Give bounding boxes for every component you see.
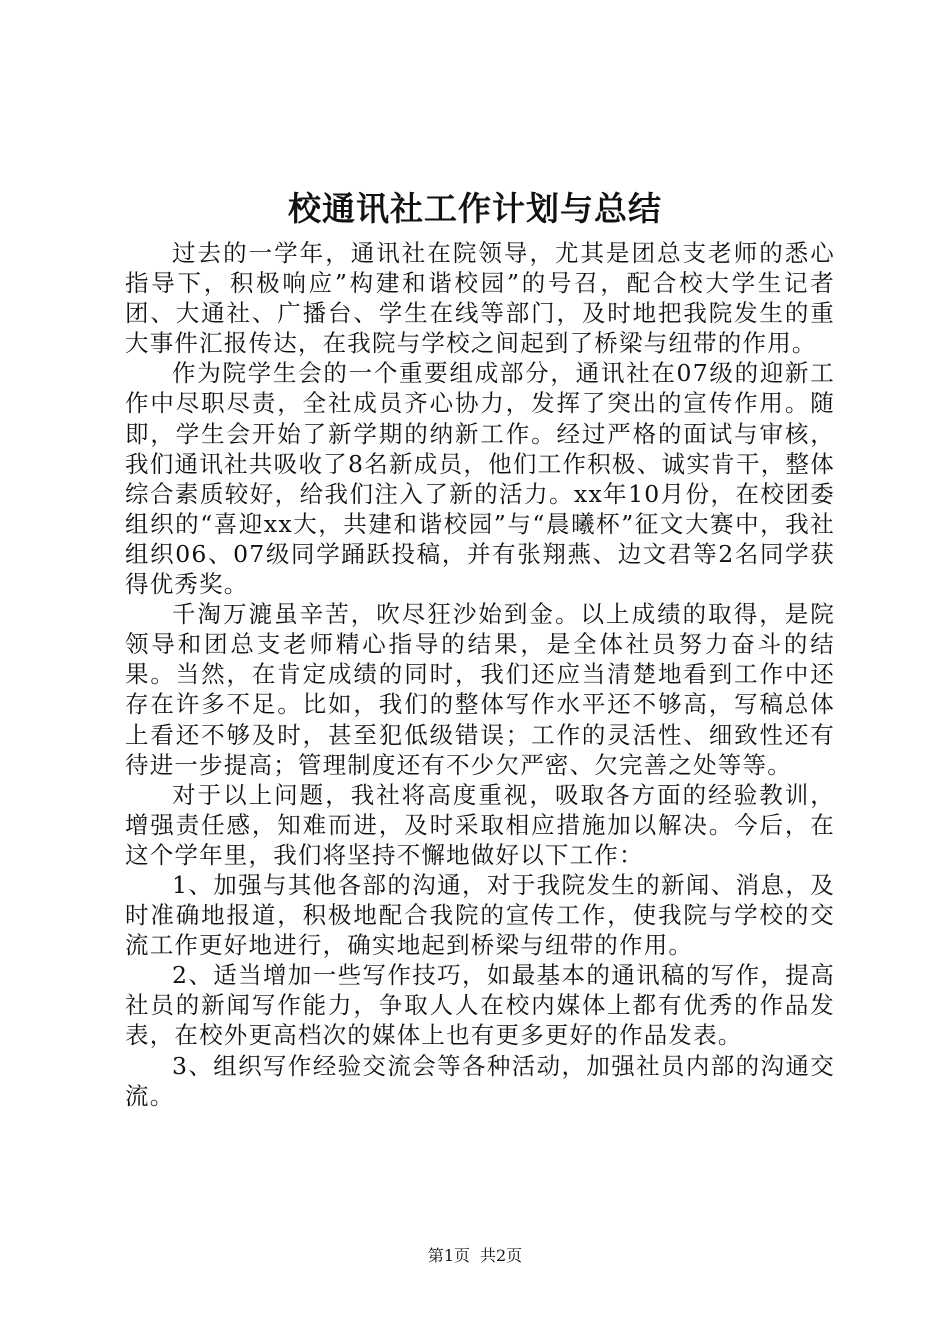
page-footer <box>0 1245 950 1267</box>
paragraph: 千淘万漉虽辛苦，吹尽狂沙始到金。以上成绩的取得，是院领导和团总支老师精心指导的结果，是全体社员努力奋斗的结果。当然，在肯定成绩的同时，我们还应当清楚地看到工作中还存在许多不足。比如，我们的整体写作水平还不够高，写稿总体上看还不够及时，甚至犯低级错误；工作的灵活性、细致性还有待进一步提高；管理制度还有不少欠严密、欠完善之处等等。 <box>125 600 835 779</box>
list-item: 3、组织写作经验交流会等各种活动，加强社员内部的沟通交流。 <box>125 1051 835 1110</box>
list-item: 1、加强与其他各部的沟通，对于我院发生的新闻、消息，及时准确地报道，积极地配合我院的宣传工作，使我院与学校的交流工作更好地进行，确实地起到桥梁与纽带的作用。 <box>125 870 835 960</box>
paragraph: 对于以上问题，我社将高度重视，吸取各方面的经验教训，增强责任感，知难而进，及时采取相应措施加以解决。今后，在这个学年里，我们将坚持不懈地做好以下工作： <box>125 780 835 869</box>
list-item: 2、适当增加一些写作技巧，如最基本的通讯稿的写作，提高社员的新闻写作能力，争取人人在校内媒体上都有优秀的作品发表，在校外更高档次的媒体上也有更多更好的作品发表。 <box>125 961 835 1050</box>
page-total: 共2页 <box>480 1246 523 1265</box>
document-body <box>125 238 835 1111</box>
paragraph: 过去的一学年，通讯社在院领导，尤其是团总支老师的悉心指导下，积极响应”构建和谐校园”的号召，配合校大学生记者团、大通社、广播台、学生在线等部门，及时地把我院发生的重大事件汇报传达，在我院与学校之间起到了桥梁与纽带的作用。 <box>125 239 835 358</box>
page-number: 第1页 <box>427 1246 470 1265</box>
paragraph: 作为院学生会的一个重要组成部分，通讯社在07级的迎新工作中尽职尽责，全社成员齐心协力，发挥了突出的宣传作用。随即，学生会开始了新学期的纳新工作。经过严格的面试与审核，我们通讯社共吸收了8名新成员，他们工作积极、诚实肯干，整体综合素质较好，给我们注入了新的活力。xx年10月份，在校团委组织的“喜迎xx大，共建和谐校园”与“晨曦杯”征文大赛中，我社组织06、07级同学踊跃投稿，并有张翔燕、边文君等2名同学获得优秀奖。 <box>125 359 835 599</box>
document-title: 校通讯社工作计划与总结 <box>288 189 662 228</box>
